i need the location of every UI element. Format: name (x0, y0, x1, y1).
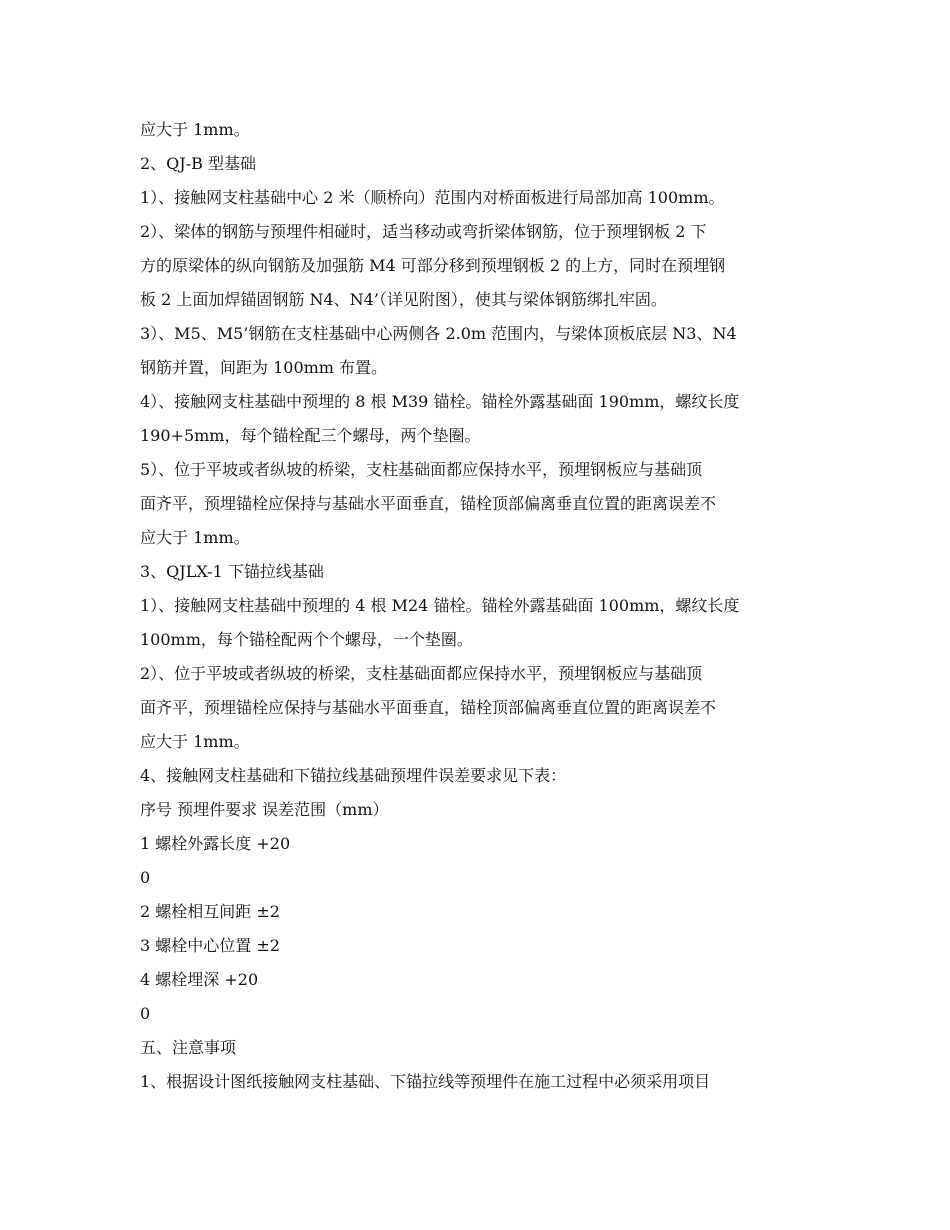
text-line: 3）、M5、M5’钢筋在支柱基础中心两侧各 2.0m 范围内，与梁体顶板底层 N3、N4 (140, 324, 737, 343)
section-heading: 2、QJ-B 型基础 (140, 154, 256, 173)
section-heading: 五、注意事项 (140, 1038, 237, 1057)
text-line: 板 2 上面加焊锚固钢筋 N4、N4’（详见附图），使其与梁体钢筋绑扎牢固。 (140, 290, 667, 309)
table-row-line: 1 螺栓外露长度 +20 (140, 834, 291, 853)
table-header-line: 序号 预埋件要求 误差范围（mm） (140, 800, 389, 819)
text-line: 面齐平，预埋锚栓应保持与基础水平面垂直，锚栓顶部偏离垂直位置的距离误差不 (140, 494, 717, 513)
text-line: 4）、接触网支柱基础中预埋的 8 根 M39 锚栓。锚栓外露基础面 190mm，螺纹长度 (140, 392, 740, 411)
text-line: 1、根据设计图纸接触网支柱基础、下锚拉线等预埋件在施工过程中必须采用项目 (140, 1072, 711, 1091)
text-line: 应大于 1mm。 (140, 528, 250, 547)
table-row-line: 0 (140, 868, 151, 887)
text-line: 应大于 1mm。 (140, 732, 250, 751)
table-row-line: 0 (140, 1004, 151, 1023)
table-row-line: 3 螺栓中心位置 ±2 (140, 936, 280, 955)
text-line: 1）、接触网支柱基础中预埋的 4 根 M24 锚栓。锚栓外露基础面 100mm，螺纹长度 (140, 596, 740, 615)
text-line: 5）、位于平坡或者纵坡的桥梁，支柱基础面都应保持水平，预埋钢板应与基础顶 (140, 460, 703, 479)
section-heading: 3、QJLX-1 下锚拉线基础 (140, 562, 324, 581)
table-row-line: 2 螺栓相互间距 ±2 (140, 902, 280, 921)
section-heading: 4、接触网支柱基础和下锚拉线基础预埋件误差要求见下表： (140, 766, 567, 785)
text-line: 钢筋并置，间距为 100mm 布置。 (140, 358, 388, 377)
text-line: 2）、梁体的钢筋与预埋件相碰时，适当移动或弯折梁体钢筋，位于预埋钢板 2 下 (140, 222, 707, 241)
text-line: 2）、位于平坡或者纵坡的桥梁，支柱基础面都应保持水平，预埋钢板应与基础顶 (140, 664, 703, 683)
text-line: 190+5mm，每个锚栓配三个螺母，两个垫圈。 (140, 426, 481, 445)
text-line: 面齐平，预埋锚栓应保持与基础水平面垂直，锚栓顶部偏离垂直位置的距离误差不 (140, 698, 717, 717)
table-row-line: 4 螺栓埋深 +20 (140, 970, 259, 989)
text-line: 应大于 1mm。 (140, 120, 250, 139)
text-line: 1）、接触网支柱基础中心 2 米（顺桥向）范围内对桥面板进行局部加高 100mm。 (140, 188, 725, 207)
text-line: 方的原梁体的纵向钢筋及加强筋 M4 可部分移到预埋钢板 2 的上方，同时在预埋钢 (140, 256, 726, 275)
text-line: 100mm，每个锚栓配两个个螺母，一个垫圈。 (140, 630, 473, 649)
document-body (140, 113, 820, 1099)
